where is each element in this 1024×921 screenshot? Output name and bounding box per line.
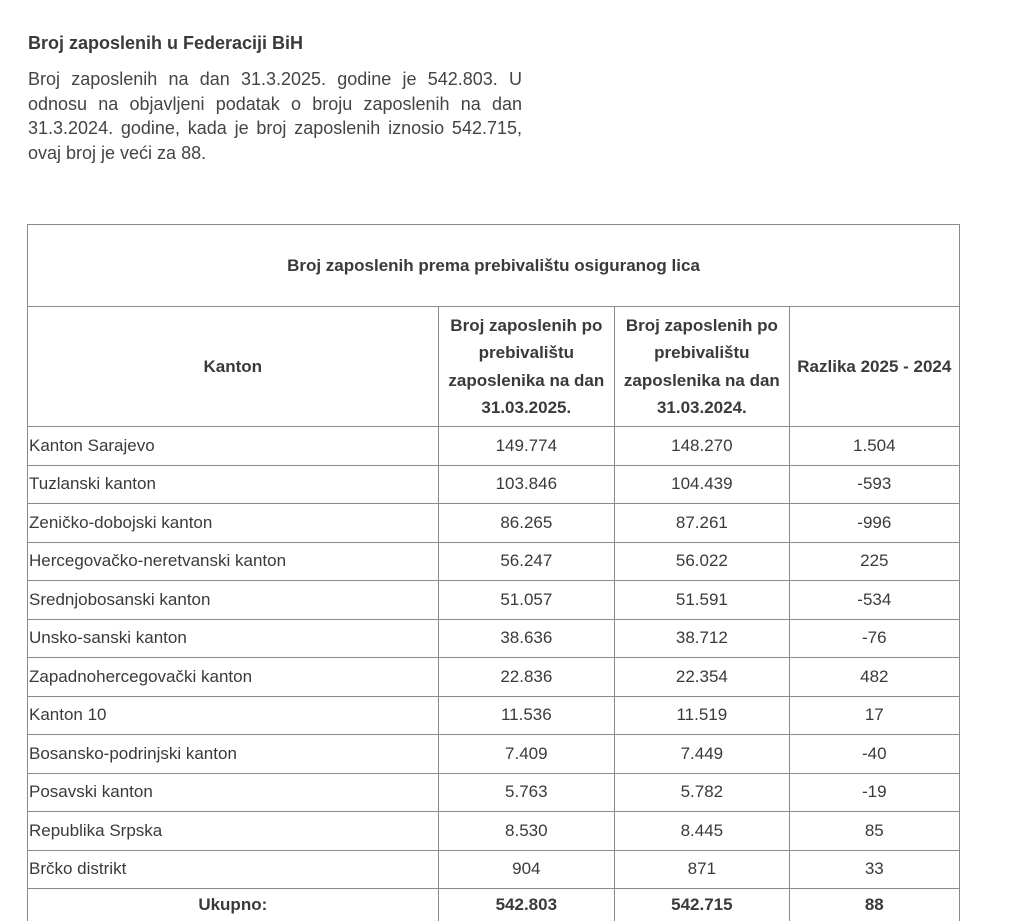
kanton-cell: Posavski kanton [28,773,439,812]
diff-cell: -19 [789,773,959,812]
value-2024-cell: 148.270 [615,427,790,466]
value-2025-cell: 86.265 [438,504,615,543]
header-row [28,307,960,427]
table-row [28,773,960,812]
employment-table [27,224,960,921]
table-body [28,427,960,889]
header-kanton: Kanton [28,307,439,427]
value-2025-cell: 904 [438,850,615,889]
diff-cell: -534 [789,581,959,620]
table-row [28,465,960,504]
page-heading: Broj zaposlenih u Federaciji BiH [28,33,303,54]
kanton-cell: Tuzlanski kanton [28,465,439,504]
table-row [28,735,960,774]
kanton-cell: Unsko-sanski kanton [28,619,439,658]
value-2024-cell: 8.445 [615,812,790,851]
value-2025-cell: 22.836 [438,658,615,697]
table-row [28,850,960,889]
kanton-cell: Kanton 10 [28,696,439,735]
table-row [28,427,960,466]
diff-cell: 482 [789,658,959,697]
value-2024-cell: 104.439 [615,465,790,504]
header-razlika: Razlika 2025 - 2024 [789,307,959,427]
value-2025-cell: 103.846 [438,465,615,504]
table-caption: Broj zaposlenih prema prebivalištu osiguranog lica [28,225,960,307]
table-row [28,812,960,851]
table-row [28,581,960,620]
header-2025: Broj zaposlenih po prebivalištu zaposlenika na dan 31.03.2025. [438,307,615,427]
intro-paragraph: Broj zaposlenih na dan 31.3.2025. godine je 542.803. U odnosu na objavljeni podatak o broju zaposlenih na dan 31.3.2024. godine, kada je broj zaposlenih iznosio 542.715, ovaj broj je veći za 88. [28,67,522,165]
table-row [28,696,960,735]
kanton-cell: Zapadnohercegovački kanton [28,658,439,697]
total-2025: 542.803 [438,889,615,921]
kanton-cell: Brčko distrikt [28,850,439,889]
kanton-cell: Hercegovačko-neretvanski kanton [28,542,439,581]
kanton-cell: Srednjobosanski kanton [28,581,439,620]
table-row [28,619,960,658]
diff-cell: 225 [789,542,959,581]
value-2024-cell: 871 [615,850,790,889]
value-2025-cell: 149.774 [438,427,615,466]
diff-cell: 17 [789,696,959,735]
value-2024-cell: 87.261 [615,504,790,543]
total-2024: 542.715 [615,889,790,921]
total-row [28,889,960,921]
value-2025-cell: 51.057 [438,581,615,620]
diff-cell: -76 [789,619,959,658]
value-2025-cell: 7.409 [438,735,615,774]
value-2025-cell: 38.636 [438,619,615,658]
table-row [28,504,960,543]
total-label: Ukupno: [28,889,439,921]
value-2024-cell: 51.591 [615,581,790,620]
kanton-cell: Zeničko-dobojski kanton [28,504,439,543]
value-2024-cell: 5.782 [615,773,790,812]
kanton-cell: Republika Srpska [28,812,439,851]
value-2025-cell: 8.530 [438,812,615,851]
value-2025-cell: 11.536 [438,696,615,735]
value-2024-cell: 56.022 [615,542,790,581]
header-2024: Broj zaposlenih po prebivalištu zaposlenika na dan 31.03.2024. [615,307,790,427]
diff-cell: 33 [789,850,959,889]
diff-cell: -40 [789,735,959,774]
caption-row [28,225,960,307]
kanton-cell: Bosansko-podrinjski kanton [28,735,439,774]
value-2025-cell: 5.763 [438,773,615,812]
value-2024-cell: 22.354 [615,658,790,697]
total-diff: 88 [789,889,959,921]
value-2024-cell: 7.449 [615,735,790,774]
table-row [28,658,960,697]
diff-cell: -593 [789,465,959,504]
diff-cell: 85 [789,812,959,851]
kanton-cell: Kanton Sarajevo [28,427,439,466]
diff-cell: 1.504 [789,427,959,466]
value-2024-cell: 11.519 [615,696,790,735]
value-2024-cell: 38.712 [615,619,790,658]
value-2025-cell: 56.247 [438,542,615,581]
diff-cell: -996 [789,504,959,543]
table-row [28,542,960,581]
